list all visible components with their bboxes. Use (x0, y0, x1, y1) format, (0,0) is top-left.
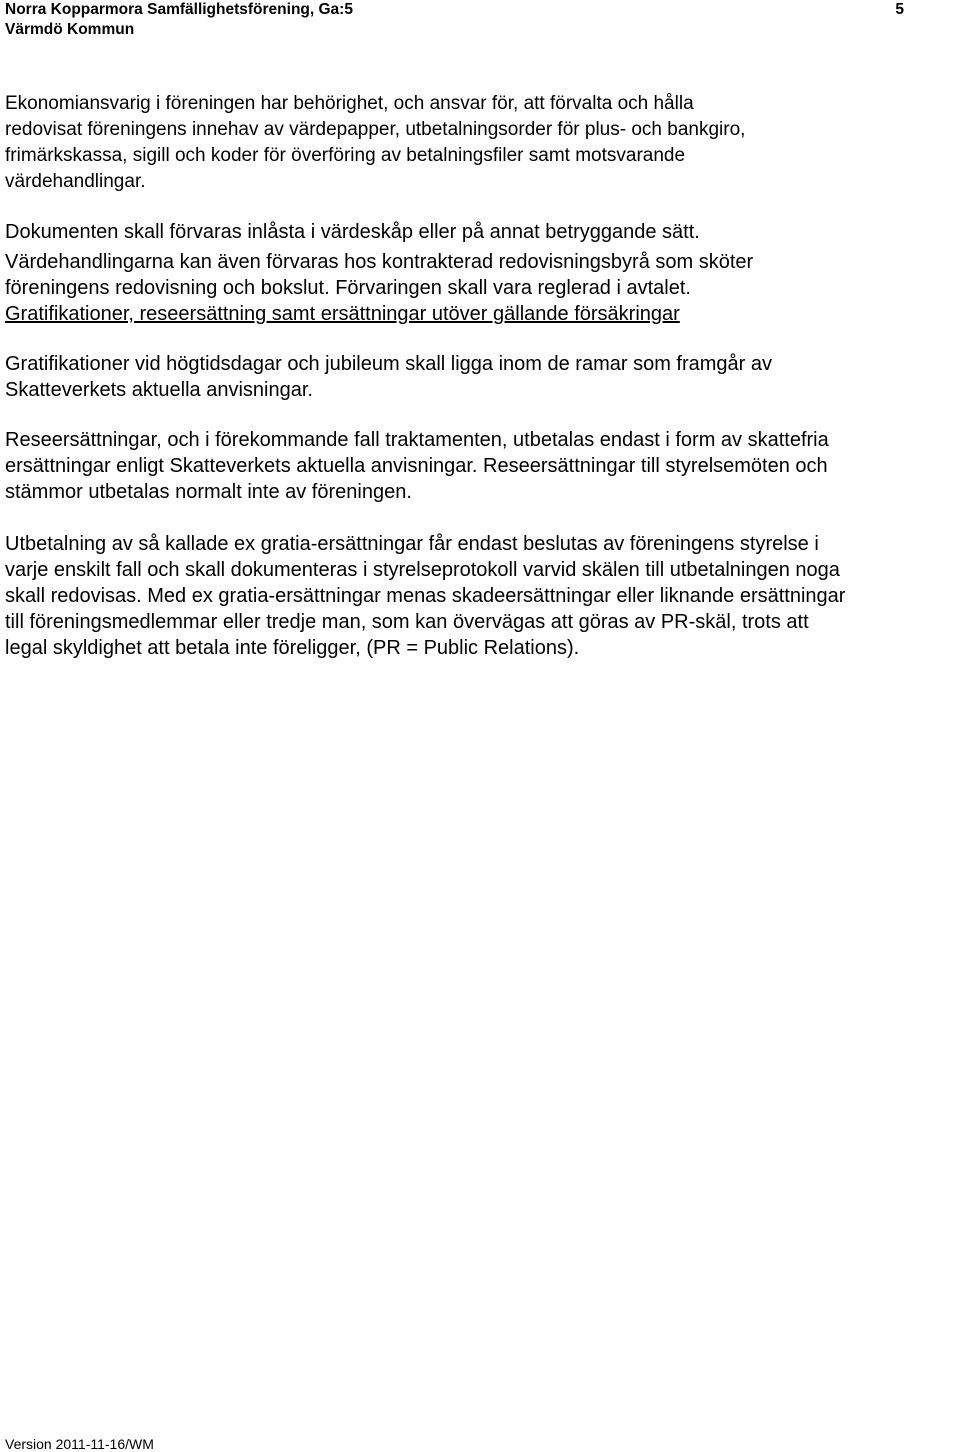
section-heading: Gratifikationer, reseersättning samt ersättningar utöver gällande försäkringar (5, 303, 680, 325)
paragraph-treasurer-authority: Ekonomiansvarig i föreningen har behörighet, och ansvar för, att förvalta och hålla redovisat föreningens innehav av värdepapper, utbetalningsorder för plus- och bankgiro, frimärkskassa, sigill och koder för överföring av betalningsfiler samt motsvarande värdehandlingar. (5, 93, 746, 192)
paragraph-document-storage: Dokumenten skall förvaras inlåsta i värdeskåp eller på annat betryggande sätt. (5, 221, 700, 243)
paragraph-ex-gratia: Utbetalning av så kallade ex gratia-ersättningar får endast beslutas av föreningens styrelse i varje enskilt fall och skall dokumenteras i styrelseprotokoll varvid skälen till utbetalningen noga skall redovisas. Med ex gratia-ersättningar menas skadeersättningar eller liknande ersättningar till föreningsmedlemmar eller tredje man, som kan övervägas att göras av PR-skäl, trots att legal skyldighet att betala inte föreligger, (PR = Public Relations). (5, 533, 846, 659)
page-header (5, 0, 955, 40)
paragraph-gratuities: Gratifikationer vid högtidsdagar och jubileum skall ligga inom de ramar som framgår av Skatteverkets aktuella anvisningar. (5, 353, 773, 401)
version-footer: Version 2011-11-16/WM (5, 1436, 154, 1452)
document-body (5, 91, 957, 661)
document-title: Norra Kopparmora Samfällighetsförening, Ga:5 (5, 1, 353, 18)
paragraph-travel-allowance: Reseersättningar, och i förekommande fall traktamenten, utbetalas endast i form av skattefria ersättningar enligt Skatteverkets aktuella anvisningar. Reseersättningar till styrelsemöten och stämmor utbetalas normalt inte av föreningen. (5, 429, 829, 503)
paragraph-accounting-firm-storage: Värdehandlingarna kan även förvaras hos kontrakterad redovisningsbyrå som sköter föreningens redovisning och bokslut. Förvaringen skall vara reglerad i avtalet. (5, 251, 754, 299)
page-number: 5 (895, 1, 904, 18)
municipality-name: Värmdö Kommun (5, 21, 135, 38)
